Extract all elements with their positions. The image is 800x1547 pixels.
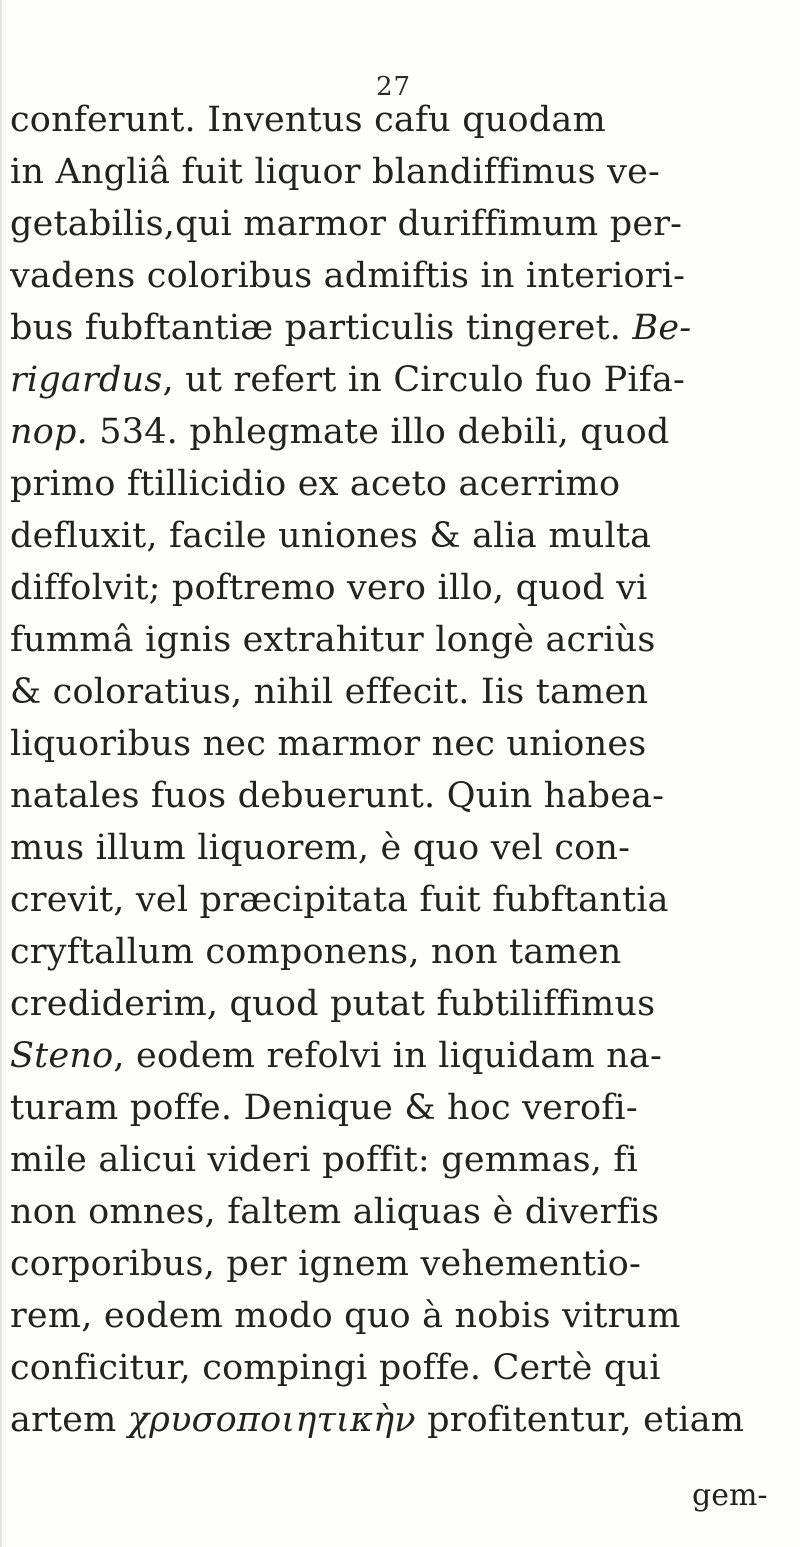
text-line: bus fubftantiæ particulis tingeret. Be- — [10, 308, 692, 348]
text-line: getabilis,qui marmor duriffimum per- — [10, 204, 683, 244]
text-line: corporibus, per ignem vehementio- — [10, 1244, 642, 1284]
text-line: crediderim, quod putat fubtiliffimus — [10, 984, 656, 1024]
text-line: mile alicui videri poffit: gemmas, fi — [10, 1140, 638, 1180]
text-line: defluxit, facile uniones & alia multa — [10, 516, 652, 556]
catchword: gem- — [692, 1478, 768, 1513]
text-line: primo ftillicidio ex aceto acerrimo — [10, 464, 621, 504]
text-line: turam poffe. Denique & hoc verofi- — [10, 1088, 638, 1128]
page-number: 27 — [376, 72, 412, 102]
text-line: diffolvit; poftremo vero illo, quod vi — [10, 568, 648, 608]
text-line: & coloratius, nihil effecit. Iis tamen — [10, 672, 649, 712]
text-line: conficitur, compingi poffe. Certè qui — [10, 1348, 661, 1388]
text-line: liquoribus nec marmor nec uniones — [10, 724, 647, 764]
text-line: artem χρυσοποιητικὴν profitentur, etiam — [10, 1400, 745, 1440]
text-line: in Angliâ fuit liquor blandiffimus ve- — [10, 152, 661, 192]
text-line: conferunt. Inventus cafu quodam — [10, 100, 606, 140]
text-line: rigardus, ut refert in Circulo fuo Pifa- — [10, 360, 686, 400]
text-line: nop. 534. phlegmate illo debili, quod — [10, 412, 670, 452]
text-line: crevit, vel præcipitata fuit fubftantia — [10, 880, 669, 920]
text-line: non omnes, faltem aliquas è diverfis — [10, 1192, 660, 1232]
text-line: vadens coloribus admiftis in interiori- — [10, 256, 686, 296]
text-line: natales fuos debuerunt. Quin habea- — [10, 776, 665, 816]
text-line: cryftallum componens, non tamen — [10, 932, 622, 972]
text-line: mus illum liquorem, è quo vel con- — [10, 828, 631, 868]
text-line: fummâ ignis extrahitur longè acriùs — [10, 620, 656, 660]
page-edge — [0, 0, 2, 1547]
text-line: Steno, eodem refolvi in liquidam na- — [10, 1036, 663, 1076]
text-line: rem, eodem modo quo à nobis vitrum — [10, 1296, 681, 1336]
